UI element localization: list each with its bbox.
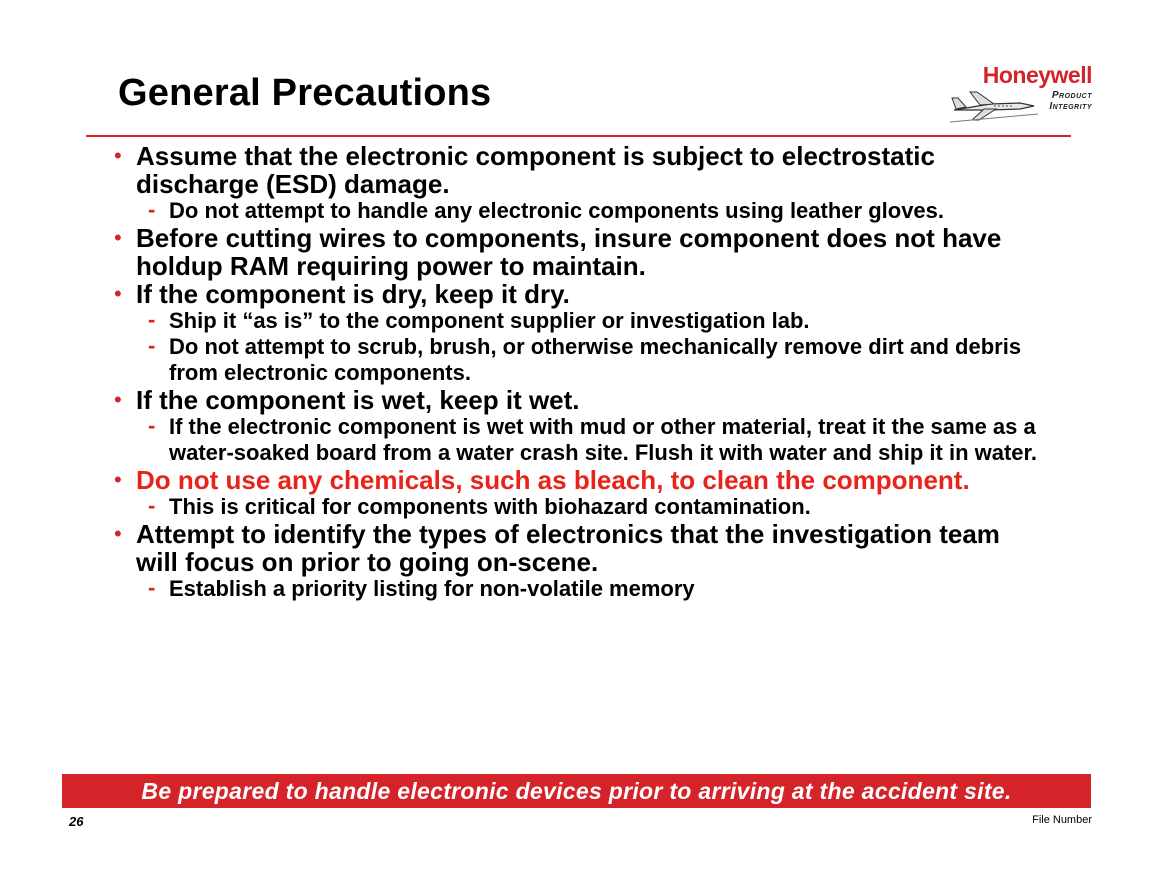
callout-banner: [62, 774, 1091, 808]
sub-bullet-text: Ship it “as is” to the component supplier or investigation lab.: [169, 308, 810, 333]
dash-marker: -: [148, 333, 156, 358]
logo-tagline-product: Product: [1051, 90, 1092, 101]
sub-bullet-text: This is critical for components with biohazard contamination.: [169, 494, 811, 519]
bullet-marker: •: [114, 387, 122, 412]
title-divider: [86, 135, 1071, 137]
honeywell-logo: [948, 62, 1094, 142]
list-item: [112, 466, 1047, 520]
list-item: [112, 520, 1047, 602]
list-item: [112, 386, 1047, 466]
bullet-marker: •: [114, 225, 122, 250]
list-item: [112, 224, 1047, 280]
banner-text: Be prepared to handle electronic devices prior to arriving at the accident site.: [141, 778, 1012, 804]
bullet-text: Assume that the electronic component is subject to electrostatic discharge (ESD) damage.: [136, 141, 935, 199]
bullet-text: Attempt to identify the types of electronics that the investigation team will focus on prior to going on-scene.: [136, 519, 1000, 577]
logo-brand: Honeywell: [982, 62, 1092, 88]
bullet-marker: •: [114, 281, 122, 306]
bullet-text: If the component is dry, keep it dry.: [136, 279, 570, 309]
airplane-icon: [950, 84, 1038, 124]
bullet-marker: •: [114, 467, 122, 492]
sub-bullet-text: Establish a priority listing for non-volatile memory: [169, 576, 695, 601]
sub-bullet-text: If the electronic component is wet with mud or other material, treat it the same as a water-soaked board from a water crash site. Flush it with water and ship it in water.: [169, 414, 1037, 465]
bullet-list: [112, 142, 1047, 602]
bullet-marker: •: [114, 143, 122, 168]
slide-title: General Precautions: [118, 72, 492, 114]
bullet-text: If the component is wet, keep it wet.: [136, 385, 580, 415]
bullet-text: Before cutting wires to components, insure component does not have holdup RAM requiring power to maintain.: [136, 223, 1002, 281]
file-number: File Number: [1032, 814, 1092, 826]
dash-marker: -: [148, 493, 156, 518]
bullet-marker: •: [114, 521, 122, 546]
list-item: [112, 280, 1047, 386]
logo-tagline-integrity: Integrity: [1049, 101, 1092, 112]
dash-marker: -: [148, 197, 156, 222]
dash-marker: -: [148, 413, 156, 438]
sub-bullet-text: Do not attempt to handle any electronic components using leather gloves.: [169, 198, 945, 223]
sub-bullet-text: Do not attempt to scrub, brush, or otherwise mechanically remove dirt and debris from electronic components.: [169, 334, 1022, 385]
dash-marker: -: [148, 307, 156, 332]
page-number: 26: [69, 814, 84, 829]
list-item: [112, 142, 1047, 224]
warning-bullet-text: Do not use any chemicals, such as bleach, to clean the component.: [136, 465, 970, 495]
dash-marker: -: [148, 575, 156, 600]
